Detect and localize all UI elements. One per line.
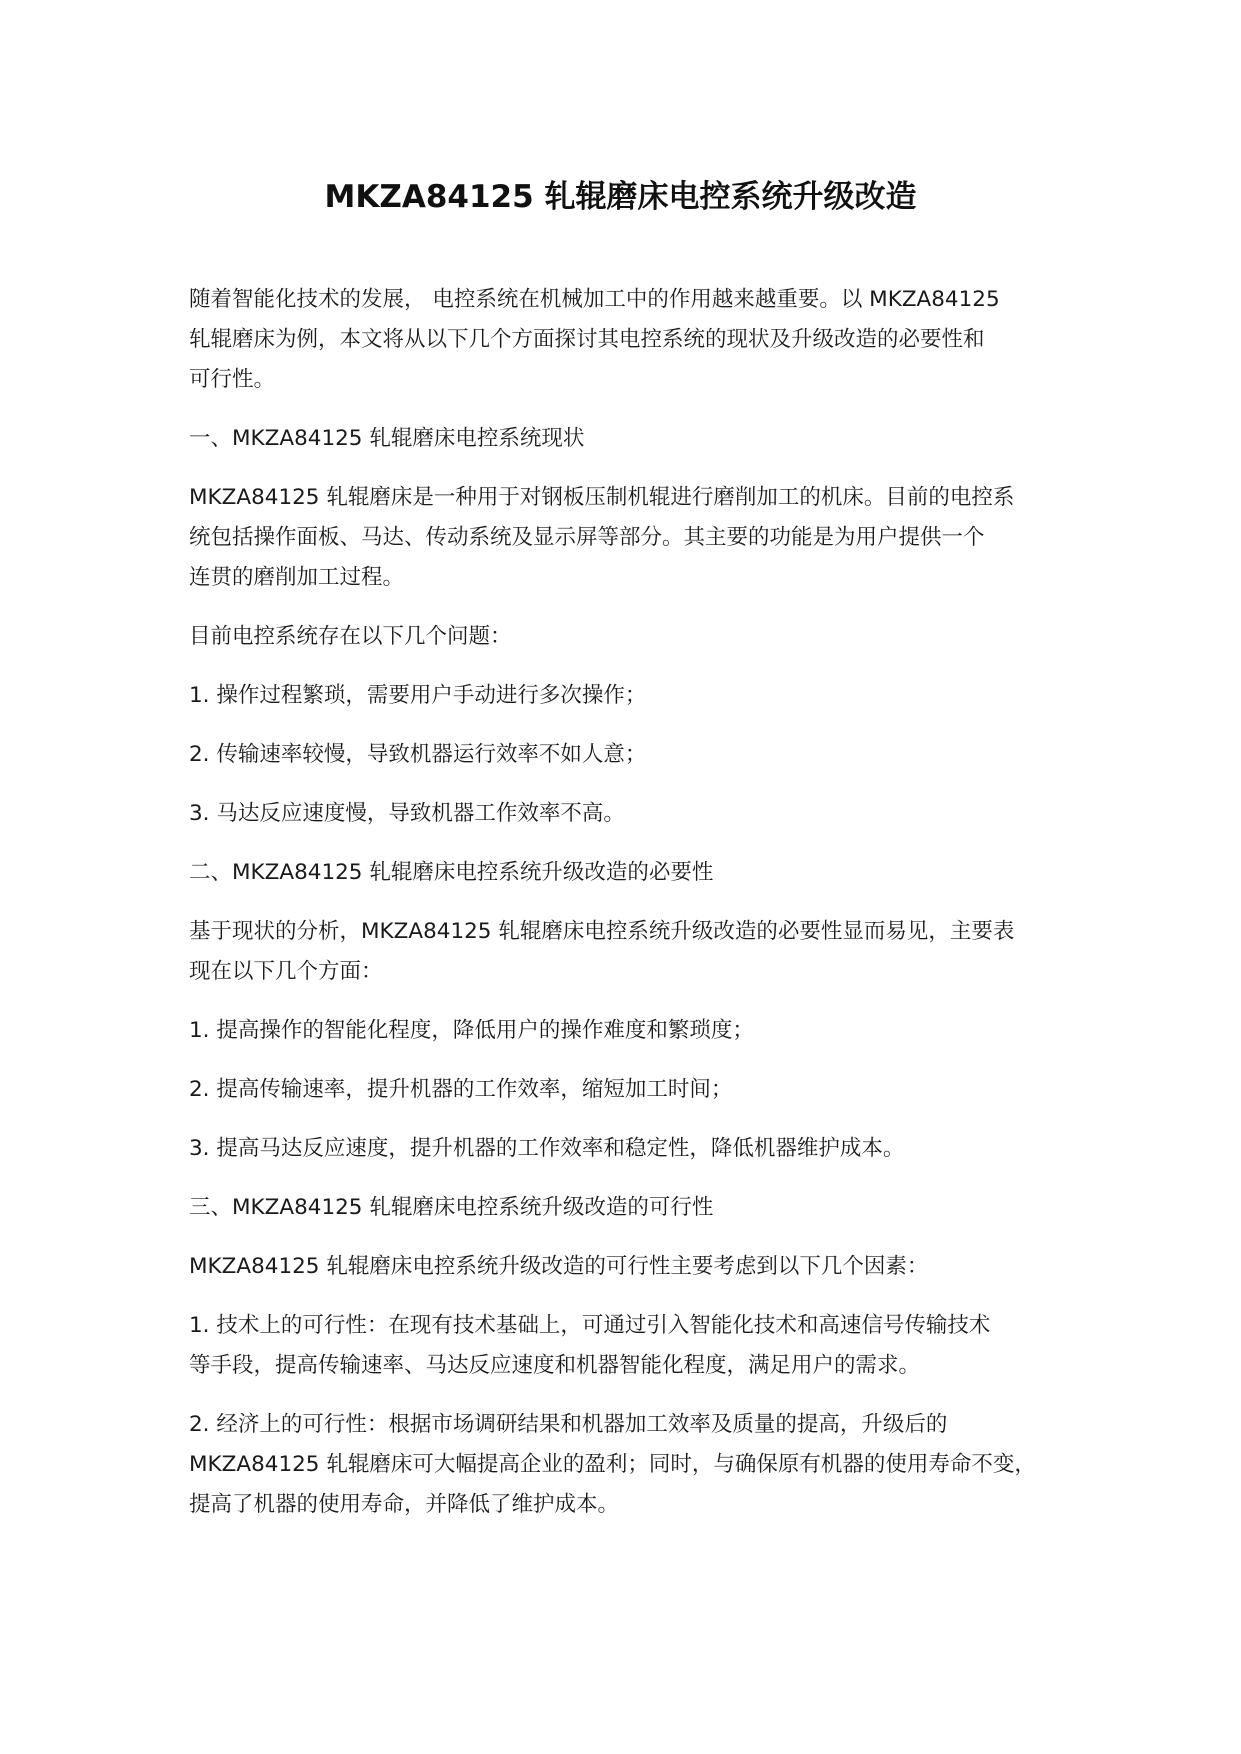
document-title: MKZA84125 轧辊磨床电控系统升级改造 <box>324 179 917 215</box>
necessity-paragraph: 基于现状的分析，MKZA84125 轧辊磨床电控系统升级改造的必要性显而易见，主要表 现在以下几个方面： <box>189 919 1015 984</box>
feasibility-item-1: 1. 技术上的可行性：在现有技术基础上，可通过引入智能化技术和高速信号传输技术 等手段，提高传输速率、马达反应速度和机器智能化程度，满足用户的需求。 <box>189 1313 991 1378</box>
problem-item-1: 1. 操作过程繁琐，需要用户手动进行多次操作； <box>189 683 647 708</box>
necessity-item-1: 1. 提高操作的智能化程度，降低用户的操作难度和繁琐度； <box>189 1018 754 1043</box>
problem-item-3: 3. 马达反应速度慢，导致机器工作效率不高。 <box>189 801 625 826</box>
necessity-item-3: 3. 提高马达反应速度，提升机器的工作效率和稳定性，降低机器维护成本。 <box>189 1136 905 1161</box>
intro-paragraph: 随着智能化技术的发展， 电控系统在机械加工中的作用越来越重要。以 MKZA84125 轧辊磨床为例，本文将从以下几个方面探讨其电控系统的现状及升级改造的必要性和 可行性。 <box>189 287 1000 392</box>
section-heading-feasibility: 三、MKZA84125 轧辊磨床电控系统升级改造的可行性 <box>189 1195 714 1220</box>
section-heading-status: 一、MKZA84125 轧辊磨床电控系统现状 <box>189 426 585 451</box>
section-heading-necessity: 二、MKZA84125 轧辊磨床电控系统升级改造的必要性 <box>189 860 714 885</box>
feasibility-item-2: 2. 经济上的可行性：根据市场调研结果和机器加工效率及质量的提高，升级后的 MKZA84125 轧辊磨床可大幅提高企业的盈利；同时，与确保原有机器的使用寿命不变， 提高了机器的使用寿命，并降低了维护成本。 <box>189 1412 1036 1517</box>
status-paragraph: MKZA84125 轧辊磨床是一种用于对钢板压制机辊进行磨削加工的机床。目前的电控系 统包括操作面板、马达、传动系统及显示屏等部分。其主要的功能是为用户提供一个 连贯的磨削加工过程。 <box>189 485 1015 590</box>
problem-item-2: 2. 传输速率较慢，导致机器运行效率不如人意； <box>189 742 647 767</box>
feasibility-paragraph: MKZA84125 轧辊磨床电控系统升级改造的可行性主要考虑到以下几个因素： <box>189 1254 929 1279</box>
document-body <box>189 280 1069 1544</box>
problems-intro: 目前电控系统存在以下几个问题： <box>189 624 512 649</box>
necessity-item-2: 2. 提高传输速率，提升机器的工作效率，缩短加工时间； <box>189 1077 733 1102</box>
